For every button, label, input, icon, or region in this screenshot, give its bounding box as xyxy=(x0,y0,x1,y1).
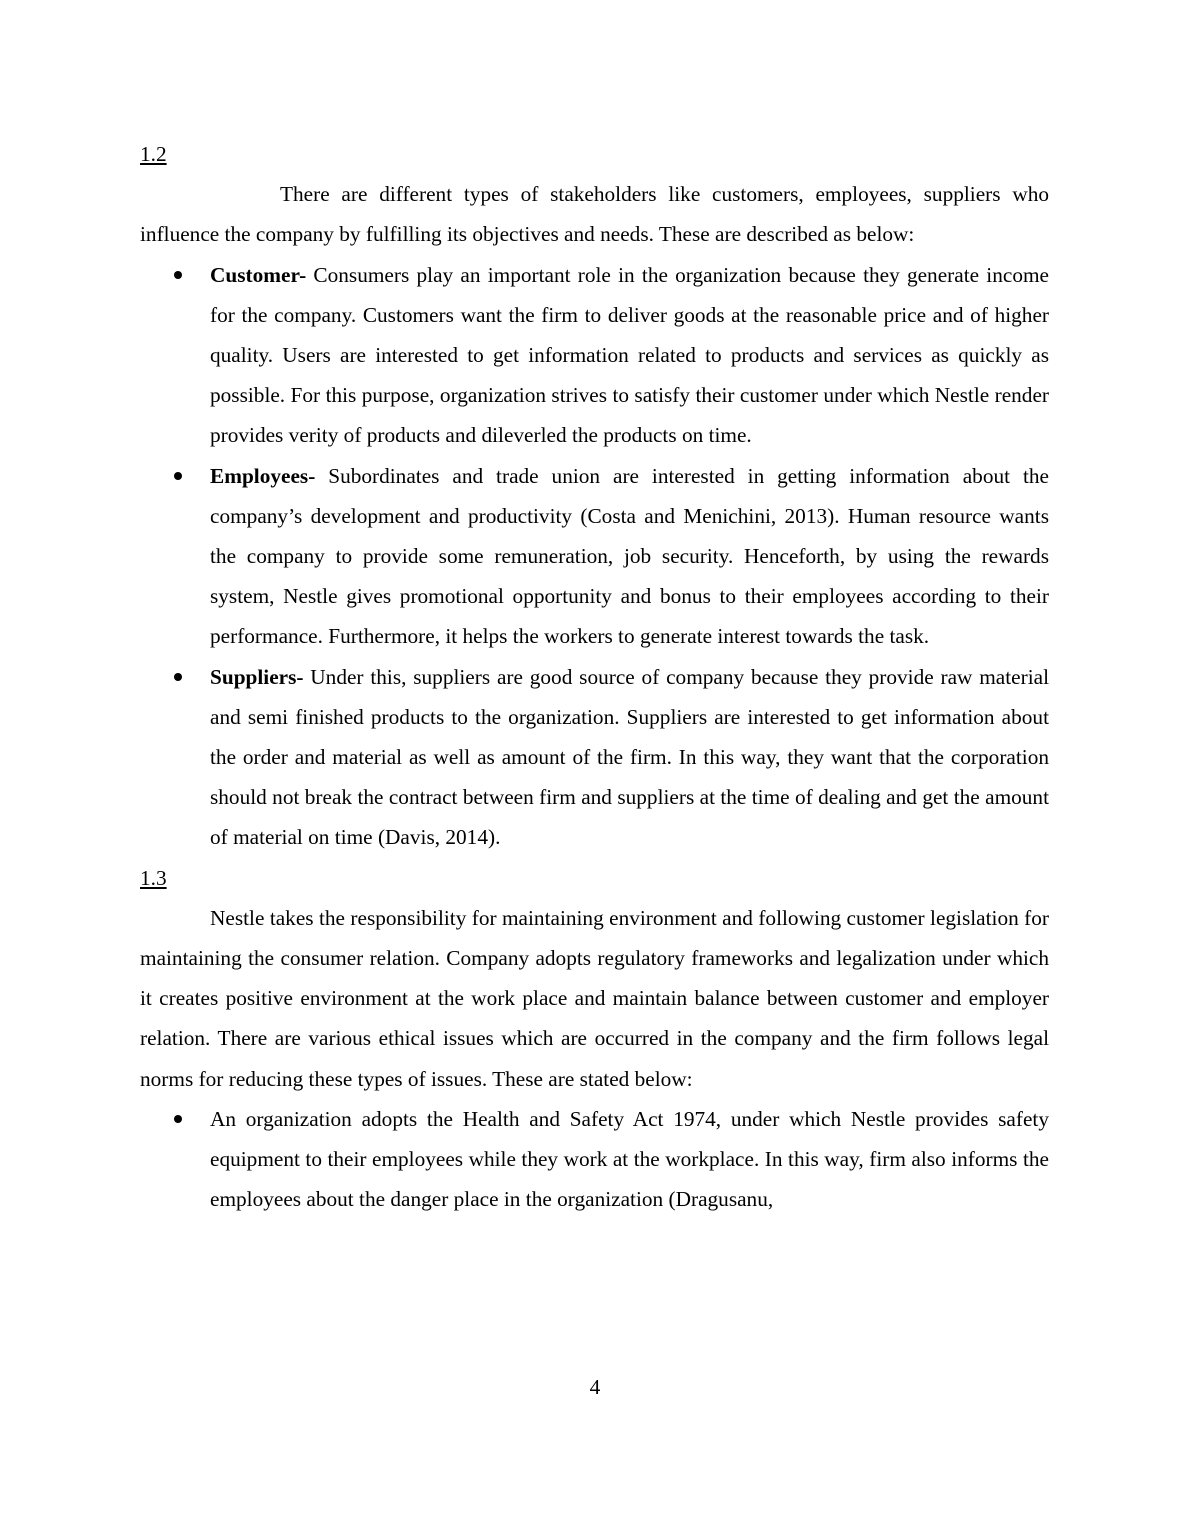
legislation-list xyxy=(140,1099,1049,1220)
section-heading-1-3: 1.3 xyxy=(140,865,167,890)
term-suppliers: Suppliers- xyxy=(210,664,304,689)
list-item-customer xyxy=(140,255,1049,456)
term-employees: Employees- xyxy=(210,463,316,488)
page-content xyxy=(140,134,1049,1219)
bullet-icon xyxy=(174,472,182,480)
stakeholder-list xyxy=(140,255,1049,858)
employees-description: Subordinates and trade union are interested in getting information about the company’s development and productivity (Costa and Menichini, 2013). Human resource wants the company to provide some remuneration, job security. Henceforth, by using the rewards system, Nestle gives promotional opportunity and bonus to their employees according to their performance. Furthermore, it helps the workers to generate interest towards the task. xyxy=(210,463,1049,649)
bullet-icon xyxy=(174,271,182,279)
customer-description: Consumers play an important role in the organization because they generate income for the company. Customers want the firm to deliver goods at the reasonable price and of higher quality. Users are interested to get information related to products and services as quickly as possible. For this purpose, organization strives to satisfy their customer under which Nestle render provides verity of products and dileverled the products on time. xyxy=(210,262,1049,448)
list-item-employees xyxy=(140,456,1049,657)
section-1-3-intro: Nestle takes the responsibility for maintaining environment and following customer legislation for maintaining the consumer relation. Company adopts regulatory frameworks and legalization under which it creates positive environment at the work place and maintain balance between customer and employer relation. There are various ethical issues which are occurred in the company and the firm follows legal norms for reducing these types of issues. These are stated below: xyxy=(140,905,1049,1091)
section-heading-1-2: 1.2 xyxy=(140,142,167,166)
list-item-health-safety xyxy=(140,1099,1049,1220)
health-safety-text: An organization adopts the Health and Safety Act 1974, under which Nestle provides safety equipment to their employees while they work at the workplace. In this way, firm also informs the employees about the danger place in the organization (Dragusanu, xyxy=(210,1106,1049,1212)
bullet-icon xyxy=(174,673,182,681)
list-item-suppliers xyxy=(140,657,1049,858)
suppliers-description: Under this, suppliers are good source of company because they provide raw material and semi finished products to the organization. Suppliers are interested to get information about the order and material as well as amount of the firm. In this way, they want that the corporation should not break the contract between firm and suppliers at the time of dealing and get the amount of material on time (Davis, 2014). xyxy=(210,664,1049,850)
page-number: 4 xyxy=(589,1375,601,1399)
section-1-2-intro: There are different types of stakeholders like customers, employees, suppliers who influence the company by fulfilling its objectives and needs. These are described as below: xyxy=(140,182,1049,247)
bullet-icon xyxy=(174,1115,182,1123)
term-customer: Customer- xyxy=(210,262,307,287)
